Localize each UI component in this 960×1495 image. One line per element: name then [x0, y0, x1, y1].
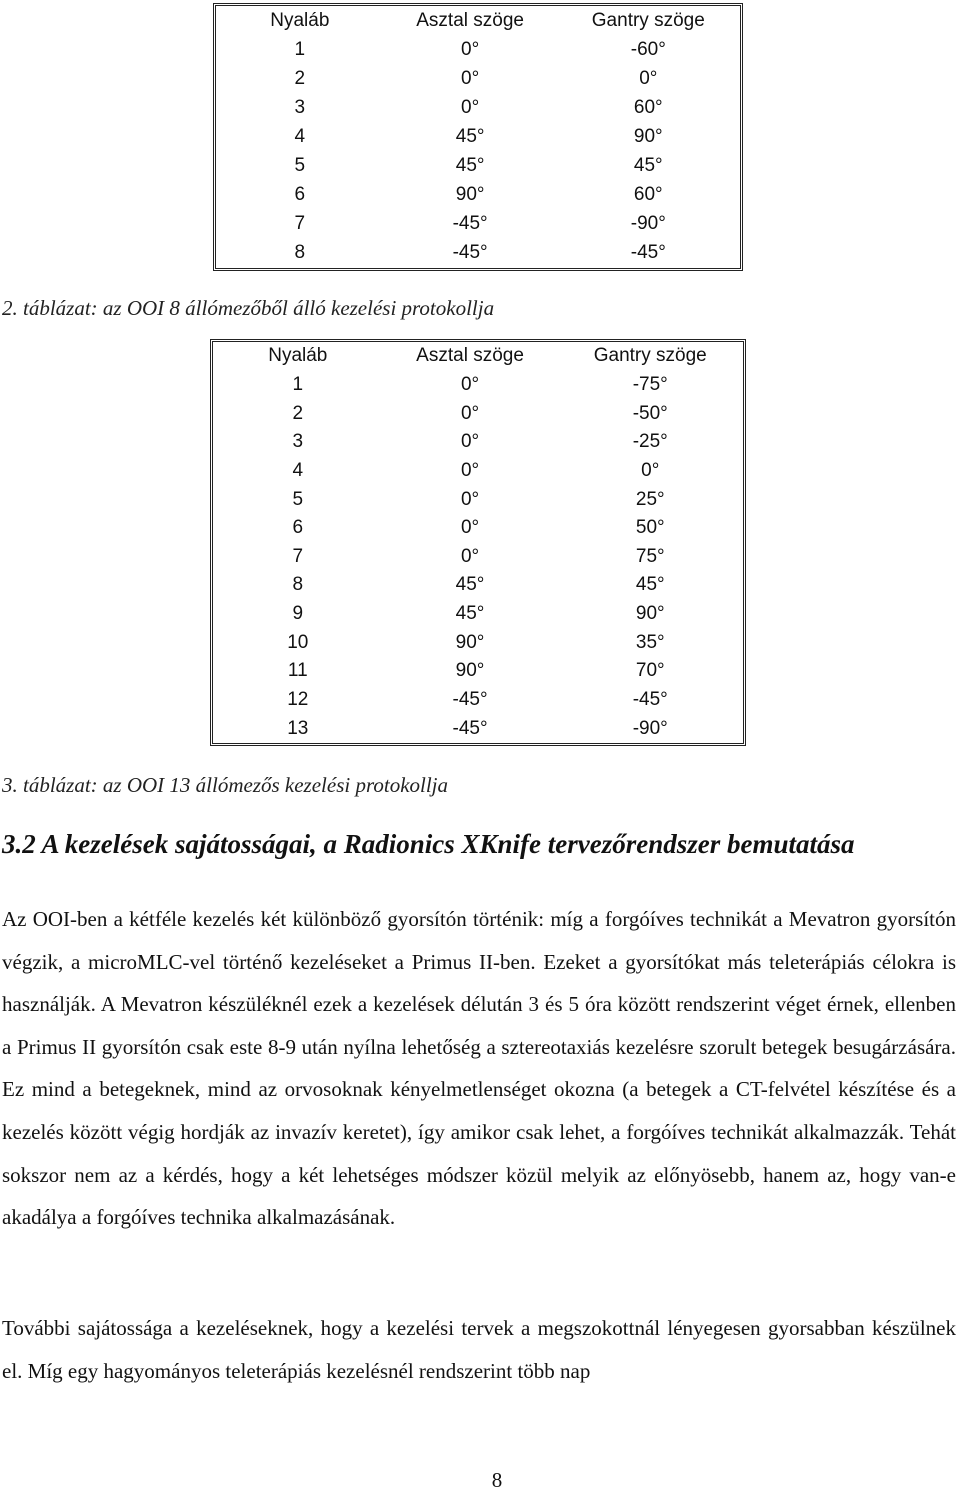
table-cell: 2: [294, 67, 306, 89]
table-row: [213, 542, 743, 571]
table-row: [216, 181, 740, 210]
table-2-caption: 3. táblázat: az OOI 13 állómezős kezelési protokollja: [2, 773, 449, 797]
table-cell: 70°: [635, 660, 665, 682]
body-paragraph-1: Az OOI-ben a kétféle kezelés két különböző gyorsítón történik: míg a forgóíves technikát a Mevatron gyorsítón végzik, a microMLC-vel történő kezeléseket a Primus II-ben. Ezeket a gyorsítókat más teleterápiás célokra is használják. A Mevatron készüléknél ezek a kezelések délután 3 és 5 óra között rendszerint véget érnek, ellenben a Primus II gyorsítón csak este 8-9 után nyílna lehetőség a sztereotaxiás kezelésre szorult betegek besugárzására. Ez mind a betegeknek, mind az orvosoknak kényelmetlenséget okozna (a betegek a CT-felvétel készítése és a kezelés között végig hordják az invazív keretet), így amikor csak lehet, a forgóíves technikát alkalmazzák. Tehát sokszor nem az a kérdés, hogy a két lehetséges módszer közül melyik az előnyösebb, hanem az, hogy van-e akadálya a forgóíves technika alkalmazásának.: [2, 907, 956, 1230]
table-header-row: [216, 6, 740, 35]
table-1: [213, 3, 743, 271]
table-cell: -50°: [632, 402, 668, 424]
table-cell: 12: [287, 689, 309, 710]
table-cell: -45°: [452, 717, 488, 739]
table-cell: 0°: [641, 459, 660, 481]
table-cell: 6: [292, 517, 304, 539]
table-1-caption: 2. táblázat: az OOI 8 állómezőből álló kezelési protokollja: [2, 296, 495, 320]
table-cell: 45°: [455, 155, 485, 177]
table-cell: 60°: [633, 184, 663, 206]
table-cell: 0°: [461, 67, 480, 89]
table-cell: 9: [292, 603, 304, 625]
table-row: [216, 64, 740, 93]
table-cell: 7: [292, 545, 304, 567]
table-cell: -25°: [632, 431, 668, 453]
table-row: [213, 371, 743, 400]
column-header: Gantry szöge: [591, 9, 705, 31]
table-cell: 11: [287, 660, 308, 682]
table-cell: 60°: [633, 96, 663, 118]
table-cell: 50°: [635, 517, 665, 539]
table-cell: 45°: [455, 603, 485, 625]
table-cell: 45°: [455, 125, 485, 147]
table-row: [216, 93, 740, 122]
column-header: Nyaláb: [270, 9, 330, 31]
table-row: [213, 485, 743, 514]
table-row: [213, 628, 743, 657]
table-cell: 0°: [460, 459, 480, 481]
table-cell: 8: [292, 574, 304, 596]
table-cell: -45°: [452, 213, 488, 235]
table-cell: 13: [287, 717, 309, 739]
table-row: [213, 514, 743, 543]
table-cell: -45°: [630, 242, 666, 264]
table-cell: 0°: [639, 67, 658, 89]
table-row: [216, 35, 740, 64]
table-cell: 4: [292, 459, 304, 481]
table-row: [213, 571, 743, 600]
table-row: [216, 152, 740, 181]
table-cell: 1: [294, 38, 306, 60]
table-cell: 45°: [455, 574, 485, 596]
body-paragraph-2: További sajátossága a kezeléseknek, hogy a kezelési tervek a megszokottnál lényegesen gyorsabban készülnek el. Míg egy hagyományos teleterápiás kezelésnél rendszerint több nap: [2, 1316, 956, 1383]
table-row: [213, 657, 743, 686]
column-header: Nyaláb: [268, 345, 328, 367]
table-cell: -90°: [630, 213, 666, 235]
table-cell: -75°: [632, 373, 668, 395]
table-row: [213, 399, 743, 428]
table-cell: -45°: [632, 689, 668, 710]
table-cell: 75°: [635, 545, 665, 567]
table-2: [210, 339, 746, 746]
section-heading: 3.2 A kezelések sajátosságai, a Radionics XKnife tervezőrendszer bemutatása: [2, 829, 855, 859]
table-cell: 90°: [455, 631, 485, 653]
page-number: 8: [491, 1468, 503, 1492]
table-cell: 6: [294, 184, 306, 206]
table-cell: 90°: [455, 660, 485, 682]
table-cell: 90°: [635, 603, 665, 625]
table-cell: 45°: [633, 155, 663, 177]
table-cell: 1: [292, 373, 304, 395]
table-cell: 8: [294, 242, 306, 264]
column-header: Asztal szöge: [416, 345, 524, 367]
column-header: Asztal szöge: [416, 9, 524, 31]
table-row: [213, 686, 743, 715]
table-row: [216, 122, 740, 151]
table-cell: 0°: [461, 96, 480, 118]
table-cell: 45°: [635, 574, 665, 596]
table-row: [216, 239, 740, 268]
table-cell: 0°: [460, 402, 480, 424]
table-cell: 3: [292, 431, 304, 453]
table-cell: 0°: [460, 517, 480, 539]
table-cell: 0°: [460, 488, 480, 510]
table-cell: 7: [294, 213, 306, 235]
column-header: Gantry szöge: [593, 345, 707, 367]
table-cell: -45°: [452, 242, 488, 264]
table-cell: 2: [292, 402, 304, 424]
table-cell: 4: [294, 125, 306, 147]
table-cell: -60°: [630, 38, 666, 60]
table-cell: 90°: [633, 125, 663, 147]
table-cell: -45°: [452, 689, 488, 710]
table-row: [213, 600, 743, 629]
table-cell: -90°: [632, 717, 668, 739]
table-cell: 35°: [635, 631, 665, 653]
table-cell: 0°: [460, 545, 480, 567]
table-cell: 90°: [455, 184, 485, 206]
table-cell: 0°: [461, 38, 480, 60]
table-cell: 5: [294, 155, 306, 177]
table-header-row: [213, 342, 743, 371]
table-cell: 3: [294, 96, 306, 118]
table-cell: 25°: [635, 488, 665, 510]
table-cell: 0°: [460, 431, 480, 453]
table-cell: 0°: [460, 373, 480, 395]
table-cell: 5: [292, 488, 304, 510]
table-row: [213, 457, 743, 486]
table-row: [213, 428, 743, 457]
table-cell: 10: [287, 631, 309, 653]
table-row: [216, 210, 740, 239]
table-row: [213, 714, 743, 743]
